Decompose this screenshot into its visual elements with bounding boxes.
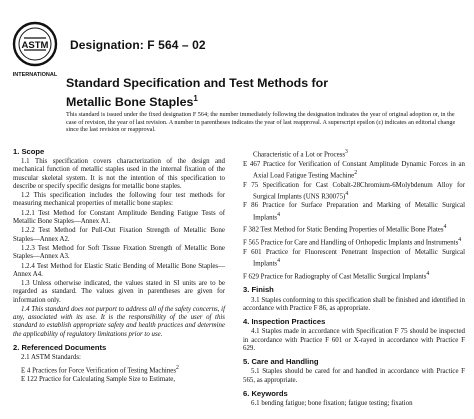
paragraph-2-1: 2.1 ASTM Standards: — [21, 354, 81, 362]
reference-e122-cont-text: Characteristic of a Lot or Process — [253, 151, 346, 159]
title-footnote-marker: 1 — [193, 94, 198, 103]
paragraph-5-1: 5.1 Staples should be cared for and handled in accordance with Practice F 565, as appropriate. — [243, 368, 465, 384]
reference-f382-text: F 382 Test Method for Static Bending Properties of Metallic Bone Plates — [243, 226, 444, 234]
section-heading-finish: 3. Finish — [243, 285, 274, 295]
left-column — [13, 148, 225, 386]
reference-e467 — [243, 161, 465, 181]
reference-e467-text: E 467 Practice for Verification of Constant Amplitude Dynamic Forces in an Axial Load Fatigue Testing Machine — [243, 160, 465, 180]
reference-e4-footnote: 2 — [176, 364, 179, 371]
paragraph-3-1: 3.1 Staples conforming to this specification shall be finished and identified in accordance with Practice F 86, as appropriate. — [243, 296, 465, 312]
paragraph-4-1: 4.1 Staples made in accordance with Specification F 75 should be inspected in accordance with Practice F 601 or X-rayed in accordance with Practice F 629. — [243, 328, 465, 352]
reference-e4-text: E 4 Practices for Force Verification of Testing Machines — [21, 366, 177, 374]
title-line-2-text: Metallic Bone Staples — [66, 95, 194, 110]
section-heading-inspection-practices: 4. Inspection Practices — [243, 317, 326, 327]
reference-f629-text: F 629 Practice for Radiography of Cast Metallic Surgical Implants — [243, 272, 427, 280]
reference-f629 — [243, 270, 465, 282]
reference-f601-text: F 601 Practice for Fluorescent Penetrant Inspection of Metallic Surgical Implants — [243, 248, 465, 268]
svg-text:ASTM: ASTM — [21, 40, 49, 51]
reference-f601 — [243, 249, 465, 269]
designation-notice: This standard is issued under the fixed designation F 564; the number immediately following the designation indicates the year of original adoption or, in the case of revision, the year of last revision. A number in parentheses indicates the year of last reapproval. A superscript epsilon (ε) indicates an editorial change since the last revision or reapproval. — [66, 111, 456, 134]
paragraph-1-2: 1.2 This specification includes the following four test methods for measuring mechanical properties of metallic bone staples: — [13, 192, 225, 208]
section-heading-referenced-documents: 2. Referenced Documents — [13, 342, 107, 352]
astm-logo — [10, 20, 60, 82]
reference-e122-footnote: 3 — [345, 149, 348, 155]
reference-f565-footnote: 4 — [458, 237, 462, 244]
reference-e467-footnote: 2 — [354, 169, 358, 176]
paragraph-1-3: 1.3 Unless otherwise indicated, the values stated in SI units are to be regarded as standard. The values given in parentheses are given for information only. — [13, 280, 225, 304]
title-line-1: Standard Specification and Test Methods for — [66, 76, 329, 90]
reference-f86 — [243, 202, 465, 222]
paragraph-1-2-2: 1.2.2 Test Method for Pull-Out Fixation Strength of Metallic Bone Staples—Annex A2. — [13, 227, 225, 243]
reference-f565-text: F 565 Practice for Care and Handling of Orthopedic Implants and Instruments — [243, 239, 459, 247]
title-line-2 — [66, 91, 396, 110]
reference-f86-text: F 86 Practice for Surface Preparation and Marking of Metallic Surgical Implants — [243, 202, 465, 221]
paragraph-6-1: 6.1 bending fatigue; bone fixation; fatigue testing; fixation — [251, 400, 413, 408]
reference-f382-footnote: 4 — [443, 224, 447, 231]
designation: Designation: F 564 – 02 — [70, 38, 206, 52]
paragraph-1-4: 1.4 This standard does not purport to address all of the safety concerns, if any, associated with its use. It is the responsibility of the user of this standard to establish appropriate safety and health practices and determine the applicability of regulatory limitations prior to use. — [13, 305, 225, 338]
reference-f75-text: F 75 Specification for Cast Cobalt-28Chromium-6Molybdenum Alloy for Surgical Implants (UNS R30075) — [243, 181, 465, 201]
reference-e122-continued — [243, 148, 465, 160]
paragraph-1-2-3: 1.2.3 Test Method for Soft Tissue Fixation Strength of Metallic Bone Staples—Annex A3. — [13, 244, 225, 261]
logo-text: INTERNATIONAL — [12, 72, 58, 78]
paragraph-1-2-4: 1.2.4 Test Method for Elastic Static Bending of Metallic Bone Staples—Annex A4. — [13, 262, 225, 278]
paragraph-1-1: 1.1 This specification covers characterization of the design and mechanical function of metallic staples used in the internal fixation of the muscular skeletal system. It is not the intention of this specification to describe or specify specific designs for metallic bone staples. — [13, 158, 225, 190]
reference-e122: E 122 Practice for Calculating Sample Size to Estimate, — [21, 376, 176, 384]
paragraph-1-2-1: 1.2.1 Test Method for Constant Amplitude Bending Fatigue Tests of Metallic Bone Staples—Annex A1. — [13, 209, 225, 225]
reference-f86-footnote: 4 — [277, 211, 280, 218]
reference-f629-footnote: 4 — [426, 270, 430, 277]
reference-f382 — [243, 223, 465, 235]
right-column — [243, 148, 465, 410]
reference-f565 — [243, 236, 465, 248]
section-heading-scope: 1. Scope — [13, 147, 45, 156]
reference-f75-footnote: 4 — [345, 190, 349, 197]
section-heading-care-and-handling: 5. Care and Handling — [243, 357, 319, 367]
reference-f601-footnote: 4 — [277, 257, 280, 264]
reference-e4 — [13, 364, 225, 376]
section-heading-keywords: 6. Keywords — [243, 388, 288, 398]
document-title — [66, 76, 396, 110]
reference-f75 — [243, 182, 465, 202]
